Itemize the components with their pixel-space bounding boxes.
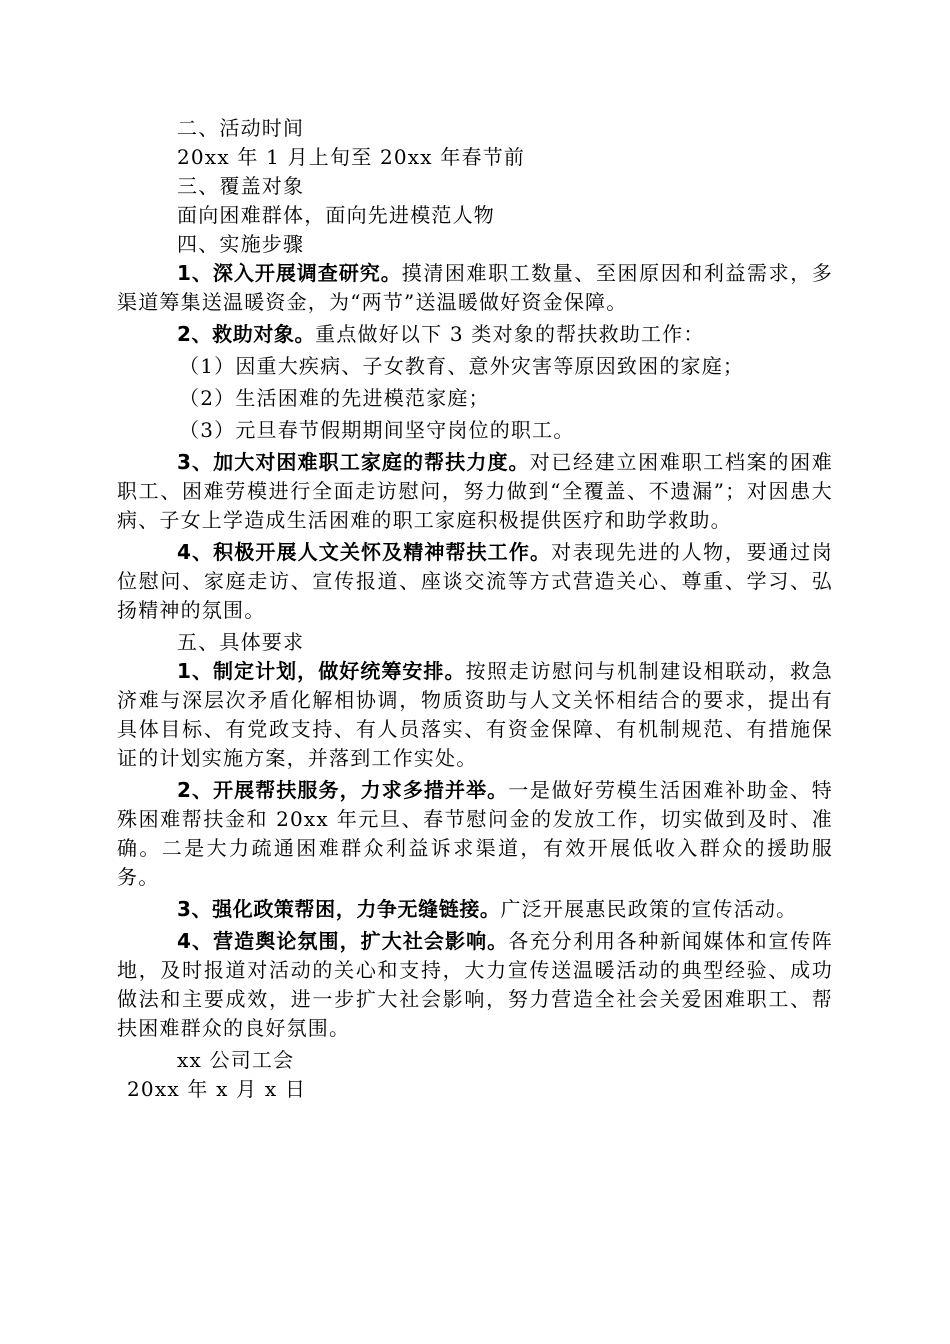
requirement-1-title: 1、制定计划，做好统筹安排。 [177, 659, 466, 683]
step-4-title: 4、积极开展人文关怀及精神帮扶工作。 [177, 540, 552, 564]
step-2-item-2: （2）生活困难的先进模范家庭； [179, 386, 490, 410]
step-1-paragraph [117, 259, 833, 317]
requirement-1-text: 按照走访慰问与机制建设相联动，救急济难与深层次矛盾化解相协调，物质资助与人文关怀相结合的要求，提出有具体目标、有党政支持、有人员落实、有资金保障、有机制规范、有措施保证的计划实施方案，并落到工作实处。 [117, 659, 833, 770]
requirement-3-text: 广泛开展惠民政策的宣传活动。 [500, 897, 798, 921]
requirement-2-title: 2、开展帮扶服务，力求多措并举。 [177, 778, 509, 802]
step-4-text: 对表现先进的人物，要通过岗位慰问、家庭走访、宣传报道、座谈交流等方式营造关心、尊重、学习、弘扬精神的氛围。 [117, 540, 833, 622]
requirement-4-paragraph [117, 927, 833, 1043]
step-1-title: 1、深入开展调查研究。 [177, 261, 402, 285]
step-2-paragraph [117, 320, 833, 349]
requirement-3-paragraph [117, 895, 833, 924]
step-3-title: 3、加大对困难职工家庭的帮扶力度。 [177, 450, 530, 474]
step-2-item-1: （1）因重大疾病、子女教育、意外灾害等原因致困的家庭； [179, 354, 745, 378]
requirement-2-paragraph [117, 776, 833, 892]
requirement-1-paragraph [117, 657, 833, 773]
section-heading-requirements: 五、具体要求 [177, 630, 305, 654]
step-4-paragraph [117, 538, 833, 625]
requirement-3-title: 3、强化政策帮困，力争无缝链接。 [177, 897, 501, 921]
requirement-2-text: 一是做好劳模生活困难补助金、特殊困难帮扶金和 20xx 年元旦、春节慰问金的发放工作，切实做到及时、准确。二是大力疏通困难群众利益诉求渠道，有效开展低收入群众的援助服务。 [117, 778, 834, 889]
time-text: 20xx 年 1 月上旬至 20xx 年春节前 [177, 145, 526, 169]
document-body [117, 114, 833, 1104]
section-heading-target: 三、覆盖对象 [177, 174, 305, 198]
target-text: 面向困难群体，面向先进模范人物 [177, 203, 495, 227]
step-2-item-3: （3）元旦春节假期期间坚守岗位的职工。 [179, 418, 575, 442]
signature-date: 20xx 年 x 月 x 日 [127, 1077, 307, 1101]
step-3-paragraph [117, 448, 833, 535]
step-3-text: 对已经建立困难职工档案的困难职工、困难劳模进行全面走访慰问，努力做到“全覆盖、不遗漏”；对因患大病、子女上学造成生活困难的职工家庭积极提供医疗和助学救助。 [117, 450, 833, 532]
step-1-text: 摸清困难职工数量、至困原因和利益需求，多渠道筹集送温暖资金，为“两节”送温暖做好资金保障。 [117, 261, 833, 314]
step-2-text: 重点做好以下 3 类对象的帮扶救助工作： [315, 322, 705, 346]
signature-organization: xx 公司工会 [177, 1048, 295, 1072]
requirement-4-title: 4、营造舆论氛围，扩大社会影响。 [177, 929, 509, 953]
section-heading-steps: 四、实施步骤 [177, 232, 305, 256]
step-2-title: 2、救助对象。 [177, 322, 316, 346]
requirement-4-text: 各充分利用各种新闻媒体和宣传阵地，及时报道对活动的关心和支持，大力宣传送温暖活动的典型经验、成功做法和主要成效，进一步扩大社会影响，努力营造全社会关爱困难职工、帮扶困难群众的良好氛围。 [117, 929, 834, 1040]
section-heading-time: 二、活动时间 [177, 116, 305, 140]
